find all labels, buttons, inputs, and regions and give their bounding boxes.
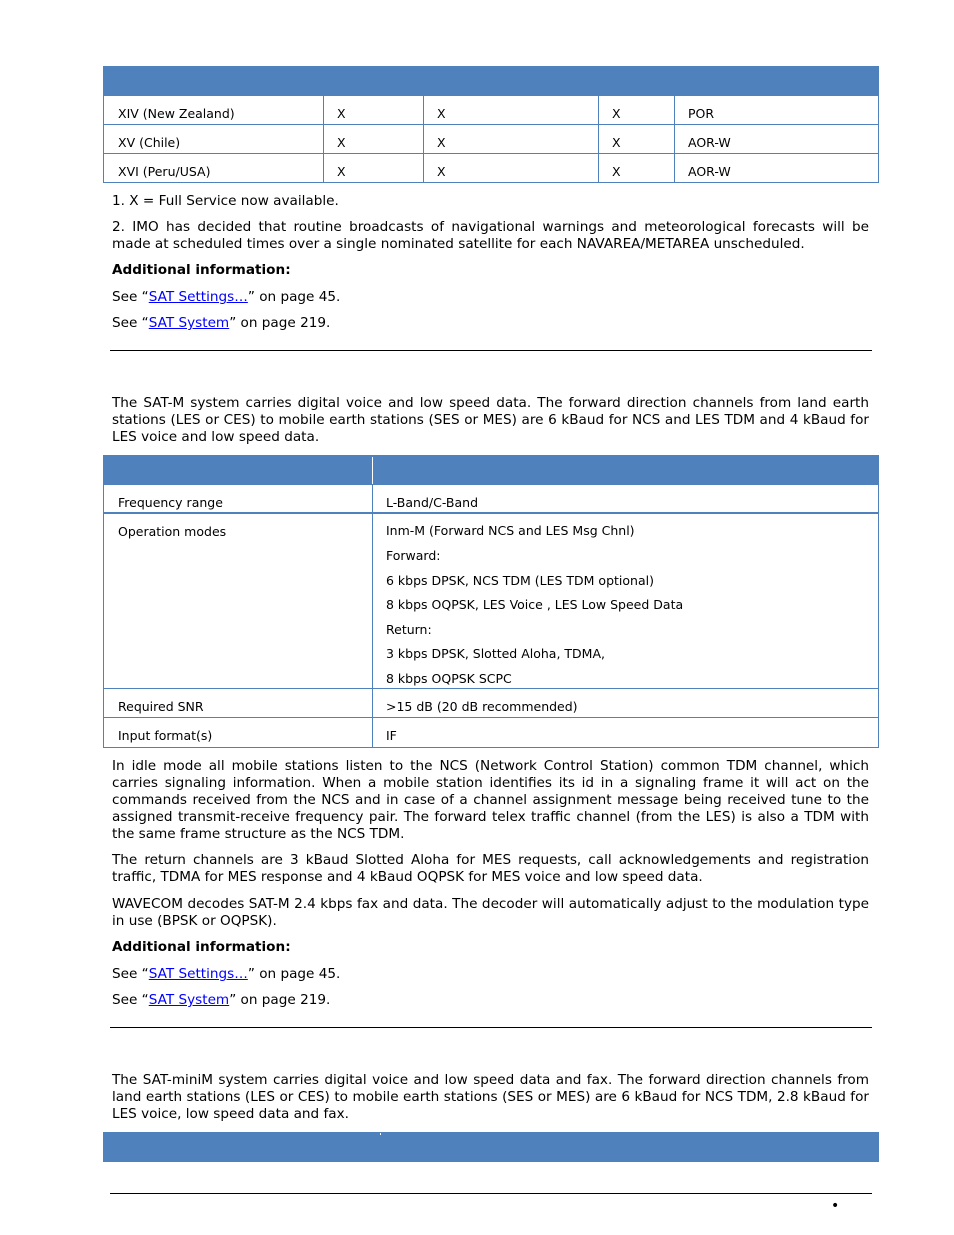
table-row [104,124,878,153]
mode-line: 8 kbps OQPSK, LES Voice , LES Low Speed Data [386,597,684,612]
table-row [104,95,878,124]
cell-service: X [612,164,621,179]
satminim-intro: The SAT-miniM system carries digital voice and low speed data and fax. The forward direction channels from land earth stations (LES or CES) to mobile earth stations (SES or MES) are 6 kBaud for NCS TDM, 2.8 kBaud for LES voice, low speed data and fax. [112,1072,869,1122]
cell-satellite: AOR-W [688,164,731,179]
frequency-label: Frequency range [118,495,223,510]
header-divider [372,457,373,484]
snr-label: Required SNR [118,699,204,714]
cell-service: X [337,135,346,150]
table-header-band [104,455,878,484]
ref-suffix: ” on page 45. [247,966,341,982]
cell-satellite: AOR-W [688,135,731,150]
satm-para-2: The return channels are 3 kBaud Slotted Aloha for MES requests, call acknowledgements and registration traffic, TDMA for MES response and 4 kBaud OQPSK for MES voice and low speed data. [112,852,869,885]
section-divider [110,1027,872,1028]
mode-line: Forward: [386,548,441,563]
snr-value: >15 dB (20 dB recommended) [386,699,578,714]
footer-bullet: • [831,1198,840,1214]
section-divider [110,350,872,351]
satm-spec-table [103,455,879,748]
sat-settings-link[interactable]: SAT Settings… [148,966,248,982]
ref-suffix: ” on page 45. [247,289,341,305]
satminim-table-header [103,1132,879,1162]
input-label: Input format(s) [118,728,213,743]
mode-line: 8 kbps OQPSK SCPC [386,671,512,686]
mode-line: Inm-M (Forward NCS and LES Msg Chnl) [386,523,635,538]
cell-service: X [437,106,446,121]
cell-service: X [337,164,346,179]
modes-label: Operation modes [118,524,227,539]
cell-service: X [612,106,621,121]
sat-system-link[interactable]: SAT System [148,315,230,331]
table-row [104,512,878,688]
cell-service: X [437,135,446,150]
ref-prefix: See “ [112,289,149,305]
reference-line [112,966,869,983]
satm-intro: The SAT-M system carries digital voice and low speed data. The forward direction channels from land earth stations (LES or CES) to mobile earth stations (SES or MES) are 6 kBaud for NCS and LES TDM and 4 kBaud for LES voice and low speed data. [112,395,869,445]
reference-line [112,315,869,332]
cell-satellite: POR [688,106,715,121]
cell-area: XIV (New Zealand) [118,106,235,121]
sat-settings-link[interactable]: SAT Settings… [148,289,248,305]
satm-para-1: In idle mode all mobile stations listen to the NCS (Network Control Station) common TDM channel, which carries signaling information. When a mobile station identifies its id in a signaling frame it will act on the commands received from the NCS and in case of a channel assignment message being received tune to the assigned transmit-receive frequency pair. The forward telex traffic channel (from the LES) is also a TDM with the same frame structure as the NCS TDM. [112,758,869,842]
ref-prefix: See “ [112,992,149,1008]
navarea-table [103,66,879,183]
cell-area: XV (Chile) [118,135,181,150]
ref-suffix: ” on page 219. [229,992,331,1008]
ref-prefix: See “ [112,966,149,982]
ref-prefix: See “ [112,315,149,331]
frequency-value: L-Band/C-Band [386,495,478,510]
table-row [104,688,878,717]
mode-line: Return: [386,622,432,637]
reference-line [112,289,869,306]
input-value: IF [386,728,397,743]
additional-info-heading: Additional information: [112,939,291,955]
cell-service: X [612,135,621,150]
footer-rule [110,1193,872,1194]
cell-service: X [337,106,346,121]
table-row [104,717,878,748]
table-row [104,484,878,512]
modes-values [372,514,879,688]
note-2: 2. IMO has decided that routine broadcasts of navigational warnings and meteorological forecasts will be made at scheduled times over a single nominated satellite for each NAVAREA/METAREA unscheduled. [112,219,869,252]
header-divider [380,1133,381,1135]
cell-area: XVI (Peru/USA) [118,164,211,179]
cell-service: X [437,164,446,179]
table-row [104,153,878,183]
ref-suffix: ” on page 219. [229,315,331,331]
note-1: 1. X = Full Service now available. [112,193,339,209]
additional-info-heading: Additional information: [112,262,291,278]
mode-line: 3 kbps DPSK, Slotted Aloha, TDMA, [386,646,605,661]
satm-para-3: WAVECOM decodes SAT-M 2.4 kbps fax and data. The decoder will automatically adjust to the modulation type in use (BPSK or OQPSK). [112,896,869,929]
mode-line: 6 kbps DPSK, NCS TDM (LES TDM optional) [386,573,654,588]
table-header-band [104,66,878,95]
sat-system-link[interactable]: SAT System [148,992,230,1008]
reference-line [112,992,869,1009]
